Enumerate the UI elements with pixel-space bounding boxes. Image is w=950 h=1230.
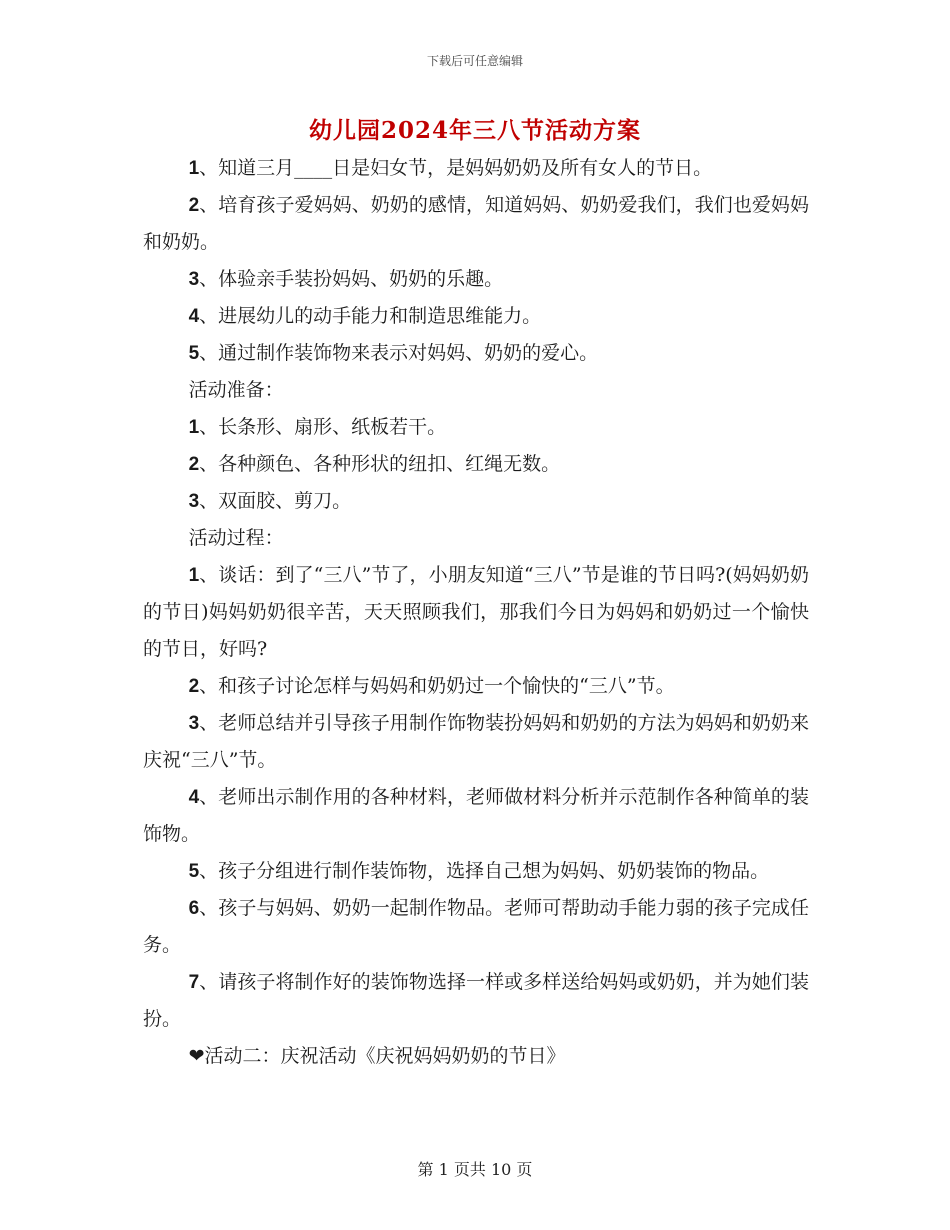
paragraph-text: 、培育孩子爱妈妈、奶奶的感情，知道妈妈、奶奶爱我们，我们也爱妈妈和奶奶。 xyxy=(143,194,809,253)
paragraph xyxy=(143,335,809,372)
paragraph-number: 7 xyxy=(188,972,200,993)
document-title: 幼儿园2024年三八节活动方案 xyxy=(308,117,641,144)
paragraph-number: 6 xyxy=(188,898,200,919)
paragraph-text: 、孩子与妈妈、奶奶一起制作物品。老师可帮助动手能力弱的孩子完成任务。 xyxy=(143,897,809,956)
paragraph xyxy=(143,520,809,557)
paragraph-number: 4 xyxy=(188,306,200,327)
paragraph-number: 3 xyxy=(188,713,200,734)
paragraph xyxy=(143,1038,809,1075)
paragraph xyxy=(143,298,809,335)
document-body xyxy=(143,150,809,1075)
paragraph-text: 、双面胶、剪刀。 xyxy=(199,490,352,512)
paragraph-number: 1 xyxy=(188,417,200,438)
paragraph-number: 3 xyxy=(188,491,200,512)
paragraph xyxy=(143,483,809,520)
paragraph-text: 、老师出示制作用的各种材料，老师做材料分析并示范制作各种简单的装饰物。 xyxy=(143,786,809,845)
paragraph-number: 1 xyxy=(188,565,200,586)
paragraph-text: 、请孩子将制作好的装饰物选择一样或多样送给妈妈或奶奶，并为她们装扮。 xyxy=(143,971,809,1030)
paragraph-text: 、谈话：到了“三八”节了，小朋友知道“三八”节是谁的节日吗?(妈妈奶奶的节日)妈妈奶奶很辛苦，天天照顾我们，那我们今日为妈妈和奶奶过一个愉快的节日，好吗? xyxy=(143,564,809,660)
paragraph-text: 活动过程： xyxy=(188,527,284,549)
paragraph-text: 、长条形、扇形、纸板若干。 xyxy=(199,416,447,438)
paragraph xyxy=(143,446,809,483)
paragraph-number: 2 xyxy=(188,454,200,475)
paragraph-number: 5 xyxy=(188,343,200,364)
page-header-note: 下载后可任意编辑 xyxy=(426,54,523,68)
paragraph-number: 5 xyxy=(188,861,200,882)
paragraph-number: 4 xyxy=(188,787,200,808)
paragraph-text: 活动准备： xyxy=(188,379,284,401)
paragraph xyxy=(143,409,809,446)
paragraph-number: 2 xyxy=(188,195,200,216)
paragraph-text: 、进展幼儿的动手能力和制造思维能力。 xyxy=(199,305,542,327)
paragraph-text: 、各种颜色、各种形状的纽扣、红绳无数。 xyxy=(199,453,561,475)
paragraph xyxy=(143,150,809,187)
paragraph xyxy=(143,372,809,409)
paragraph-number: 1 xyxy=(188,158,200,179)
paragraph-text: ❤活动二：庆祝活动《庆祝妈妈奶奶的节日》 xyxy=(188,1045,566,1067)
paragraph xyxy=(143,705,809,779)
paragraph-text: 、和孩子讨论怎样与妈妈和奶奶过一个愉快的“三八”节。 xyxy=(199,675,675,697)
paragraph xyxy=(143,890,809,964)
paragraph xyxy=(143,853,809,890)
paragraph-number: 2 xyxy=(188,676,200,697)
paragraph xyxy=(143,261,809,298)
paragraph-text: 、老师总结并引导孩子用制作饰物装扮妈妈和奶奶的方法为妈妈和奶奶来庆祝“三八”节。 xyxy=(143,712,809,771)
paragraph-number: 3 xyxy=(188,269,200,290)
paragraph-text: 、知道三月____日是妇女节，是妈妈奶奶及所有女人的节日。 xyxy=(199,157,713,179)
paragraph-text: 、孩子分组进行制作装饰物，选择自己想为妈妈、奶奶装饰的物品。 xyxy=(199,860,770,882)
paragraph-text: 、体验亲手装扮妈妈、奶奶的乐趣。 xyxy=(199,268,504,290)
paragraph-text: 、通过制作装饰物来表示对妈妈、奶奶的爱心。 xyxy=(199,342,599,364)
paragraph xyxy=(143,779,809,853)
paragraph xyxy=(143,187,809,261)
page-number: 第 1 页共 10 页 xyxy=(417,1160,533,1179)
paragraph xyxy=(143,964,809,1038)
paragraph xyxy=(143,557,809,668)
paragraph xyxy=(143,668,809,705)
